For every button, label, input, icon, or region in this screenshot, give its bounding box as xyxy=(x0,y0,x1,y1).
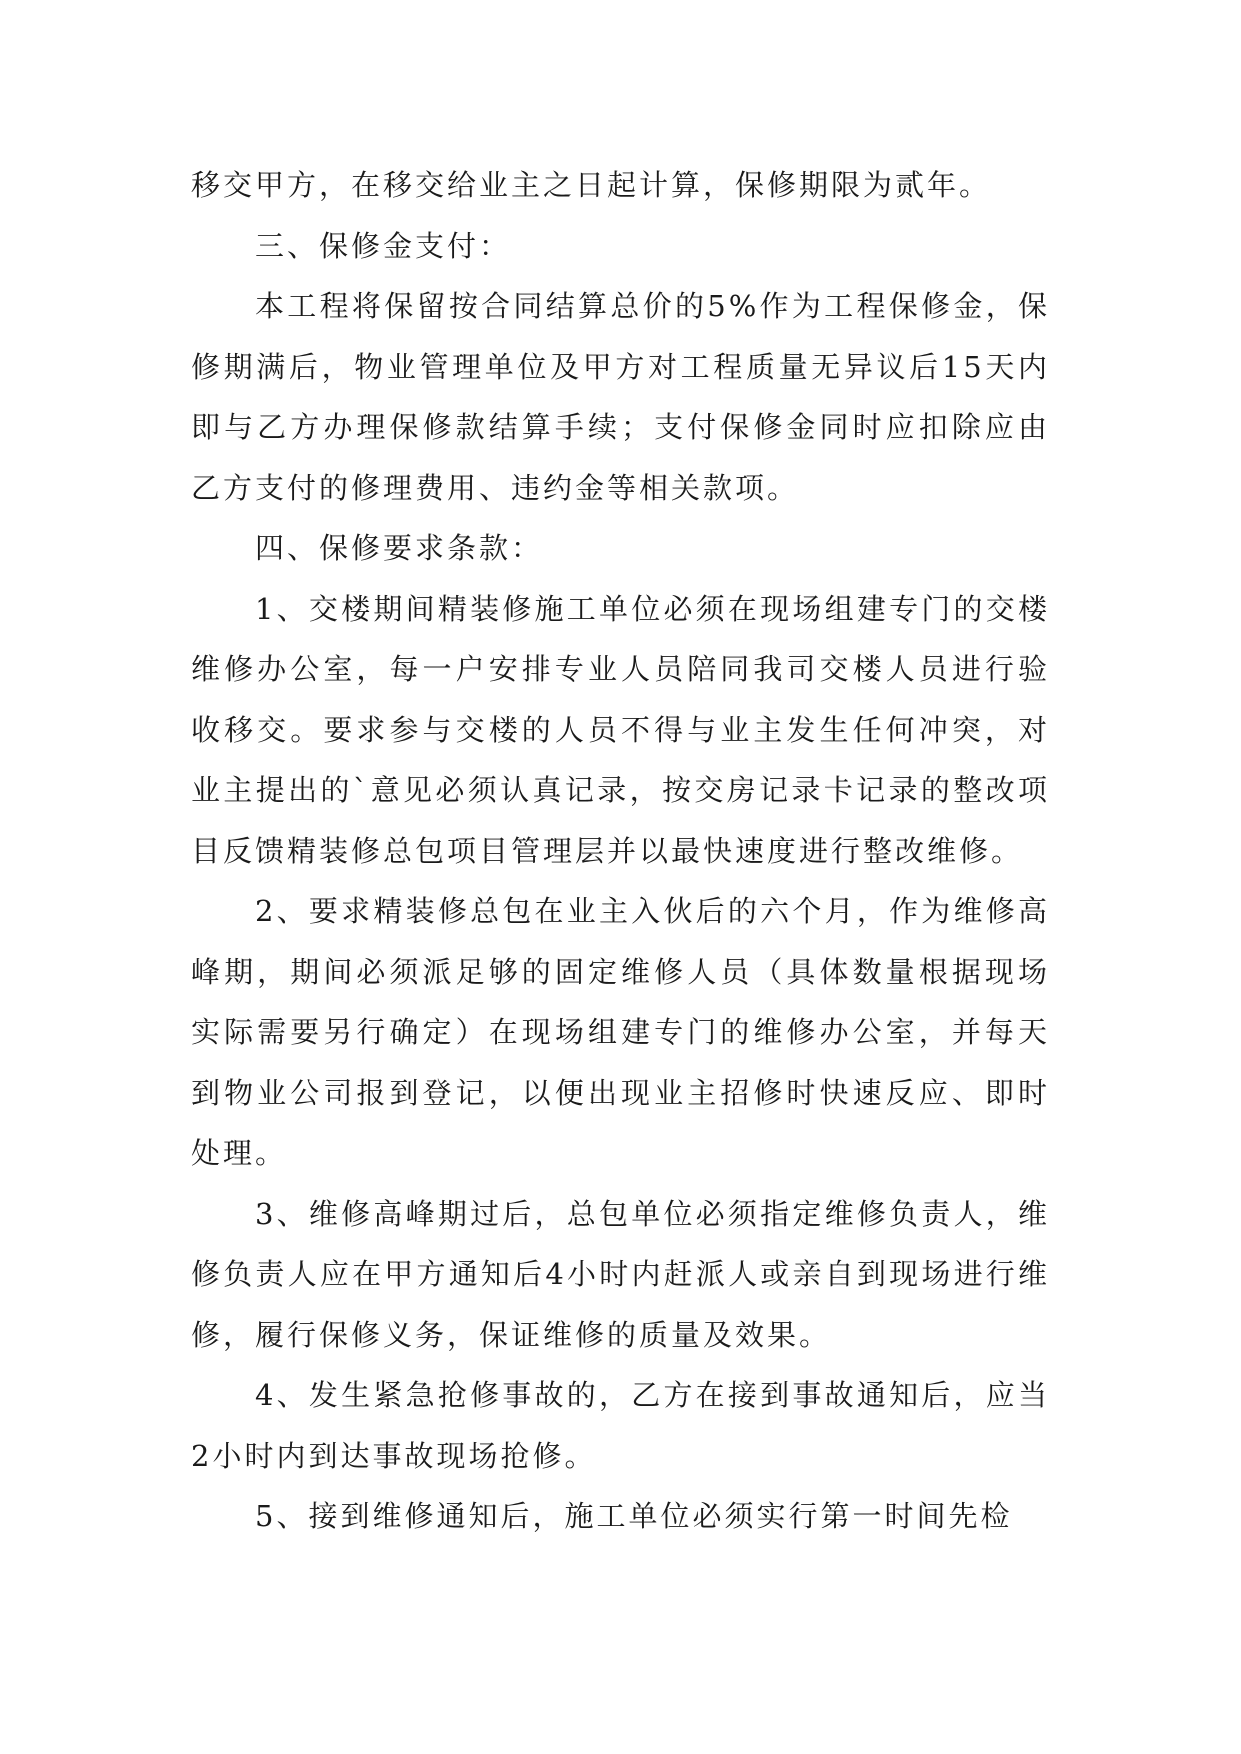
clause-1: 1、交楼期间精装修施工单位必须在现场组建专门的交楼维修办公室，每一户安排专业人员陪同我司交楼人员进行验收移交。要求参与交楼的人员不得与业主发生任何冲突，对业主提出的`意见必须认真记录，按交房记录卡记录的整改项目反馈精装修总包项目管理层并以最快速度进行整改维修。 xyxy=(191,591,1050,868)
section-heading-warranty-payment: 三、保修金支付： xyxy=(255,228,512,263)
document-body xyxy=(191,155,1050,1547)
clause-4: 4、发生紧急抢修事故的，乙方在接到事故通知后，应当2小时内到达事故现场抢修。 xyxy=(191,1378,1050,1473)
paragraph-warranty-payment: 本工程将保留按合同结算总价的5%作为工程保修金，保修期满后，物业管理单位及甲方对工程质量无异议后15天内即与乙方办理保修款结算手续；支付保修金同时应扣除应由乙方支付的修理费用、违约金等相关款项。 xyxy=(191,289,1050,505)
clause-2: 2、要求精装修总包在业主入伙后的六个月，作为维修高峰期，期间必须派足够的固定维修人员（具体数量根据现场实际需要另行确定）在现场组建专门的维修办公室，并每天到物业公司报到登记，以便出现业主招修时快速反应、即时处理。 xyxy=(191,894,1050,1170)
clause-5: 5、接到维修通知后，施工单位必须实行第一时间先检 xyxy=(255,1499,1013,1533)
clause-3: 3、维修高峰期过后，总包单位必须指定维修负责人，维修负责人应在甲方通知后4小时内赶派人或亲自到现场进行维修，履行保修义务，保证维修的质量及效果。 xyxy=(191,1196,1050,1352)
section-heading-warranty-terms: 四、保修要求条款： xyxy=(255,531,544,565)
paragraph-continuation: 移交甲方，在移交给业主之日起计算，保修期限为贰年。 xyxy=(191,168,992,202)
